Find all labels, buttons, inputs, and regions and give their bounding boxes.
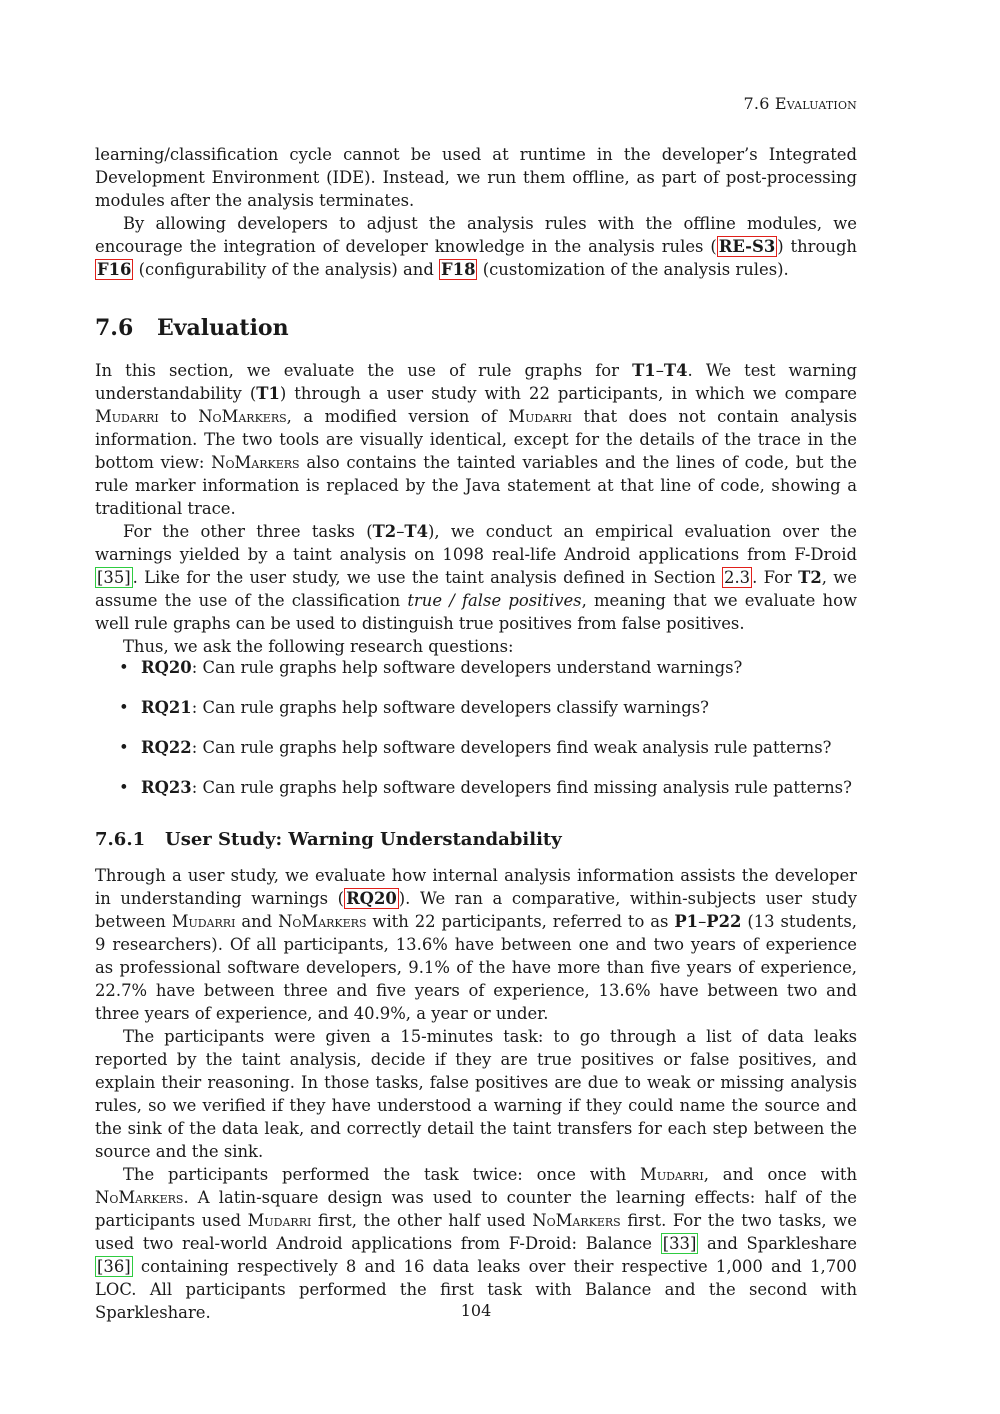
- bold-term: T2: [372, 522, 397, 541]
- text-run: –: [698, 912, 707, 931]
- tool-name: Mudarri: [247, 1211, 312, 1230]
- paragraph-intro-1: learning/classification cycle cannot be used at runtime in the developer’s Integrated Development Environment (IDE). Instead, we run them offline, as part of post-processing modules after the analysis terminates.: [95, 145, 857, 210]
- section-number: 7.6: [95, 315, 134, 341]
- rq-id: RQ23: [141, 778, 192, 797]
- text-run: By allowing developers to adjust the analysis rules with the offline modules, we encourage the integration of developer knowledge in the analysis rules (: [95, 214, 857, 256]
- text-run: . Like for the user study, we use the taint analysis defined in Section: [132, 568, 723, 587]
- bullet-icon: •: [119, 658, 129, 677]
- text-run: (configurability of the analysis) and: [133, 260, 440, 279]
- bullet-icon: •: [119, 698, 129, 717]
- tool-name: Mudarri: [640, 1165, 704, 1184]
- running-head-number: 7.6: [743, 94, 770, 113]
- text-run: ) through: [777, 237, 857, 256]
- text-run: ) through a user study with 22 participants, in which we compare: [279, 384, 857, 403]
- bold-term: P22: [706, 912, 742, 931]
- tool-name: Mudarri: [171, 912, 236, 931]
- paragraph-us-2: The participants were given a 15-minutes task: to go through a list of data leaks reported by the taint analysis, decide if they are true positives or false positives, and explain their reasoning. In those tasks, false positives are due to weak or missing analysis rules, so we verified if they have understood a warning if they could name the source and the sink of the data leak, and correctly detail the taint transfers for each step between the source and the sink.: [95, 1027, 857, 1161]
- text-run: ), we conduct an empirical evaluation over the warnings yielded by a taint analysis on 1098 real-life Android applications from F-Droid: [95, 522, 857, 564]
- text-run: , a modified version of: [286, 407, 509, 426]
- tool-name: Mudarri: [508, 407, 573, 426]
- bullet-icon: •: [119, 738, 129, 757]
- subsection-title: User Study: Warning Understandability: [165, 829, 562, 850]
- tool-name: NoMarkers: [278, 912, 367, 931]
- text-run: Through a user study, we evaluate how internal analysis information assists the developer in understanding warnings (: [95, 866, 857, 908]
- list-item: [95, 656, 857, 696]
- text-run: –: [655, 361, 664, 380]
- tool-name: NoMarkers: [211, 453, 300, 472]
- bold-term: T4: [404, 522, 429, 541]
- section-title: Evaluation: [157, 315, 289, 341]
- text-run: ). We ran a comparative, within-subjects user study between: [95, 889, 857, 931]
- text-run: and Sparkleshare: [698, 1234, 858, 1253]
- rq-text: : Can rule graphs help software developers find weak analysis rule patterns?: [191, 738, 832, 757]
- tool-name: NoMarkers: [532, 1211, 621, 1230]
- italic-term: true / false positives: [407, 591, 582, 610]
- tool-name: NoMarkers: [95, 1188, 184, 1207]
- text-run: , we assume the use of the classification: [95, 568, 857, 610]
- bold-term: T1: [256, 384, 280, 403]
- paragraph-us-1: [95, 864, 857, 1025]
- subsection-number: 7.6.1: [95, 829, 146, 850]
- text-run: that does not contain analysis information. The two tools are visually identical, except for the details of the trace in the bottom view:: [95, 407, 858, 472]
- tool-name: NoMarkers: [198, 407, 287, 426]
- text-run: also contains the tainted variables and the lines of code, but the rule marker information is replaced by the Java statement at that line of code, showing a traditional trace.: [95, 453, 857, 518]
- rq-text: : Can rule graphs help software developers understand warnings?: [191, 658, 743, 677]
- section-link-2-3[interactable]: 2.3: [724, 568, 751, 587]
- page-number: 104: [460, 1301, 492, 1320]
- text-run: to: [158, 407, 199, 426]
- rq-text: : Can rule graphs help software developers find missing analysis rule patterns?: [191, 778, 852, 797]
- section-heading: [95, 313, 289, 343]
- text-run: . We test warning understandability (: [95, 361, 857, 403]
- text-run: , meaning that we evaluate how well rule graphs can be used to distinguish true positives from false positives.: [95, 591, 857, 633]
- text-run: The participants performed the task twice: once with: [123, 1165, 641, 1184]
- text-run: with 22 participants, referred to as: [366, 912, 675, 931]
- bullet-icon: •: [119, 778, 129, 797]
- paragraph-eval-1: [95, 359, 857, 520]
- citation-link-33[interactable]: [33]: [662, 1234, 697, 1253]
- bold-term: T2: [798, 568, 822, 587]
- intro-block: [95, 143, 857, 281]
- running-head-title: Evaluation: [774, 94, 857, 113]
- text-run: (13 students, 9 researchers). Of all participants, 13.6% have between one and two years of experience as professional software developers, 9.1% of the have more than five years of experience, 22.7% have between three and five years of experience, 13.6% have between two and three years of experience, and 40.9%, a year or under.: [95, 912, 857, 1023]
- text-run: (customization of the analysis rules).: [477, 260, 789, 279]
- ref-link-rq20[interactable]: RQ20: [346, 889, 397, 908]
- running-head: [744, 92, 857, 115]
- text-run: –: [396, 522, 405, 541]
- paragraph-intro-2: [95, 212, 857, 281]
- user-study-block: [95, 864, 857, 1324]
- text-run: . A latin-square design was used to counter the learning effects: half of the participants used: [95, 1188, 857, 1230]
- text-run: containing respectively 8 and 16 data leaks over their respective 1,000 and 1,700 LOC. All participants performed the first task with Balance and the second with Sparkleshare.: [95, 1257, 857, 1322]
- rq-id: RQ20: [141, 658, 192, 677]
- text-run: , and once with: [703, 1165, 857, 1184]
- evaluation-block: [95, 359, 857, 658]
- text-run: For the other three tasks (: [123, 522, 373, 541]
- bold-term: T1: [632, 361, 656, 380]
- tool-name: Mudarri: [95, 407, 159, 426]
- text-run: and: [235, 912, 279, 931]
- text-run: first, the other half used: [311, 1211, 533, 1230]
- paragraph-eval-2: [95, 520, 857, 635]
- research-questions-list: [95, 656, 857, 816]
- bold-term: T4: [663, 361, 688, 380]
- paragraph-eval-3: Thus, we ask the following research questions:: [123, 637, 514, 656]
- bold-term: P1: [674, 912, 699, 931]
- ref-link-f18[interactable]: F18: [441, 260, 476, 279]
- list-item: [95, 736, 857, 776]
- citation-link-36[interactable]: [36]: [97, 1257, 131, 1276]
- rq-id: RQ21: [141, 698, 192, 717]
- citation-link-35[interactable]: [35]: [97, 568, 131, 587]
- subsection-heading: [95, 827, 562, 853]
- text-run: first. For the two tasks, we used two real-world Android applications from F-Droid: Balance: [95, 1211, 858, 1253]
- text-run: . For: [752, 568, 799, 587]
- ref-link-re-s3[interactable]: RE-S3: [718, 237, 776, 256]
- rq-text: : Can rule graphs help software developers classify warnings?: [191, 698, 709, 717]
- rq-id: RQ22: [141, 738, 192, 757]
- list-item: [95, 696, 857, 736]
- text-run: In this section, we evaluate the use of rule graphs for: [95, 361, 633, 380]
- ref-link-f16[interactable]: F16: [97, 260, 132, 279]
- list-item: [95, 776, 857, 816]
